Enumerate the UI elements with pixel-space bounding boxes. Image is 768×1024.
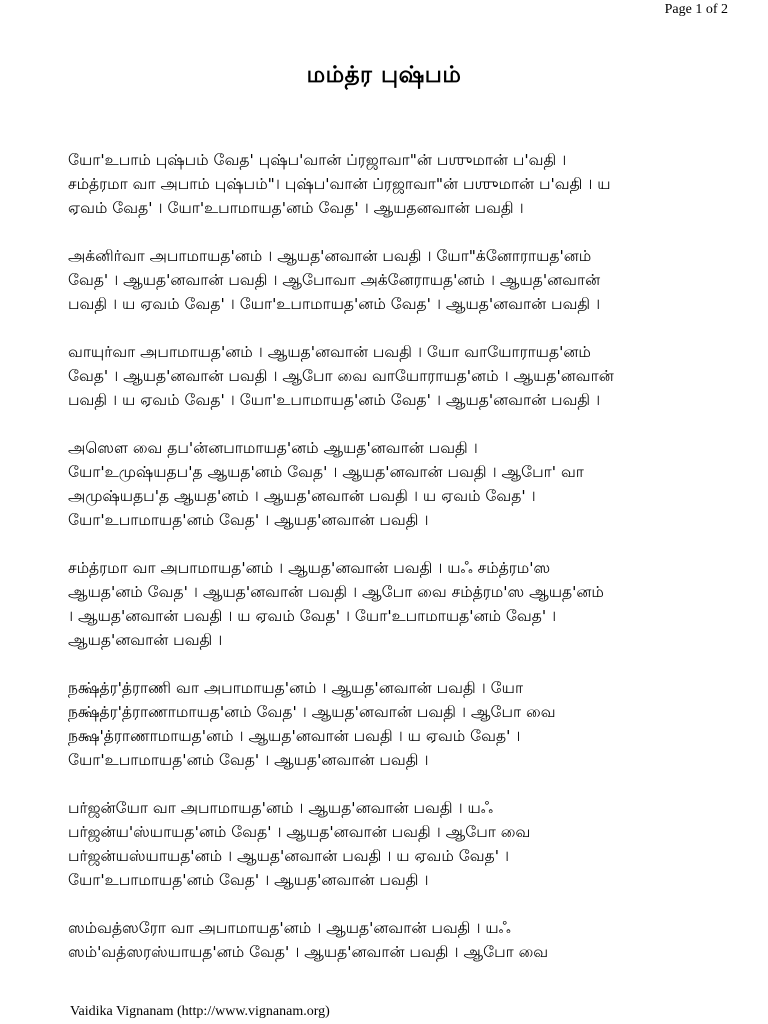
- text-line: நக்ஷ'த்ராணாமாயத'னம் । ஆயத'னவான் பவதி । ய ஏவம் வேத' ।: [68, 727, 521, 745]
- text-line: யோ'உபாமாயத'னம் வேத' । ஆயத'னவான் பவதி ।: [68, 511, 429, 529]
- text-line: ஸம்வத்ஸரோ வா அபாமாயத'னம் । ஆயத'னவான் பவதி । யஃ: [68, 919, 511, 937]
- text-line: வாயுர்வா அபாமாயத'னம் । ஆயத'னவான் பவதி । யோ வாயோராயத'னம்: [68, 343, 591, 361]
- text-line: நக்ஷ்த்ர'த்ராணி வா அபாமாயத'னம் । ஆயத'னவான் பவதி । யோ: [68, 679, 524, 697]
- text-line: அக்னிர்வா அபாமாயத'னம் । ஆயத'னவான் பவதி । யோ"க்னோராயத'னம்: [68, 247, 592, 265]
- text-line: யோ'உபாமாயத'னம் வேத' । ஆயத'னவான் பவதி ।: [68, 871, 429, 889]
- page-number: Page 1 of 2: [664, 2, 728, 17]
- text-line: ஏவம் வேத' । யோ'உபாமாயத'னம் வேத' । ஆயதனவான் பவதி ।: [68, 199, 524, 217]
- paragraph: [68, 436, 748, 532]
- paragraph: [68, 676, 748, 772]
- footer-credit: Vaidika Vignanam (http://www.vignanam.org): [70, 1004, 330, 1019]
- text-line: ஆயத'னவான் பவதி ।: [68, 631, 223, 649]
- text-line: ஸம்'வத்ஸரஸ்யாயத'னம் வேத' । ஆயத'னவான் பவதி । ஆபோ வை: [68, 943, 549, 961]
- text-line: அமுஷ்யதப'த ஆயத'னம் । ஆயத'னவான் பவதி । ய ஏவம் வேத' ।: [68, 487, 536, 505]
- text-line: பவதி । ய ஏவம் வேத' । யோ'உபாமாயத'னம் வேத' । ஆயத'னவான் பவதி ।: [68, 295, 601, 313]
- text-line: யோ'உமுஷ்யதப'த ஆயத'னம் வேத' । ஆயத'னவான் பவதி । ஆபோ' வா: [68, 463, 584, 481]
- text-line: வேத' । ஆயத'னவான் பவதி । ஆபோவா அக்னேராயத'னம் । ஆயத'னவான்: [68, 271, 601, 289]
- text-line: நக்ஷ்த்ர'த்ராணாமாயத'னம் வேத' । ஆயத'னவான் பவதி । ஆபோ வை: [68, 703, 556, 721]
- document-body: [68, 148, 748, 988]
- paragraph: [68, 556, 748, 652]
- text-line: அஸௌ வை தப'ன்னபாமாயத'னம் ஆயத'னவான் பவதி ।: [68, 439, 478, 457]
- text-line: ஆயத'னம் வேத' । ஆயத'னவான் பவதி । ஆபோ வை சம்த்ரம'ஸ ஆயத'னம்: [68, 583, 604, 601]
- paragraph: [68, 796, 748, 892]
- text-line: பர்ஜன்யஸ்யாயத'னம் । ஆயத'னவான் பவதி । ய ஏவம் வேத' ।: [68, 847, 510, 865]
- text-line: வேத' । ஆயத'னவான் பவதி । ஆபோ வை வாயோராயத'னம் । ஆயத'னவான்: [68, 367, 614, 385]
- text-line: யோ'உபாமாயத'னம் வேத' । ஆயத'னவான் பவதி ।: [68, 751, 429, 769]
- text-line: । ஆயத'னவான் பவதி । ய ஏவம் வேத' । யோ'உபாமாயத'னம் வேத' ।: [68, 607, 557, 625]
- text-line: சம்த்ரமா வா அபாமாயத'னம் । ஆயத'னவான் பவதி । யஃ சம்த்ரம'ஸ: [68, 559, 551, 577]
- page-title: மம்த்ர புஷ்பம்: [306, 62, 462, 88]
- text-line: பவதி । ய ஏவம் வேத' । யோ'உபாமாயத'னம் வேத' । ஆயத'னவான் பவதி ।: [68, 391, 601, 409]
- paragraph: [68, 148, 748, 220]
- text-line: பர்ஜன்யோ வா அபாமாயத'னம் । ஆயத'னவான் பவதி । யஃ: [68, 799, 493, 817]
- paragraph: [68, 916, 748, 964]
- text-line: யோ'உபாம் புஷ்பம் வேத' புஷ்ப'வான் ப்ரஜாவா"ன் பஶுமான் ப'வதி ।: [68, 151, 567, 169]
- paragraph: [68, 244, 748, 316]
- paragraph: [68, 340, 748, 412]
- text-line: சம்த்ரமா வா அபாம் புஷ்பம்"। புஷ்ப'வான் ப்ரஜாவா"ன் பஶுமான் ப'வதி । ய: [68, 175, 611, 193]
- text-line: பர்ஜன்ய'ஸ்யாயத'னம் வேத' । ஆயத'னவான் பவதி । ஆபோ வை: [68, 823, 531, 841]
